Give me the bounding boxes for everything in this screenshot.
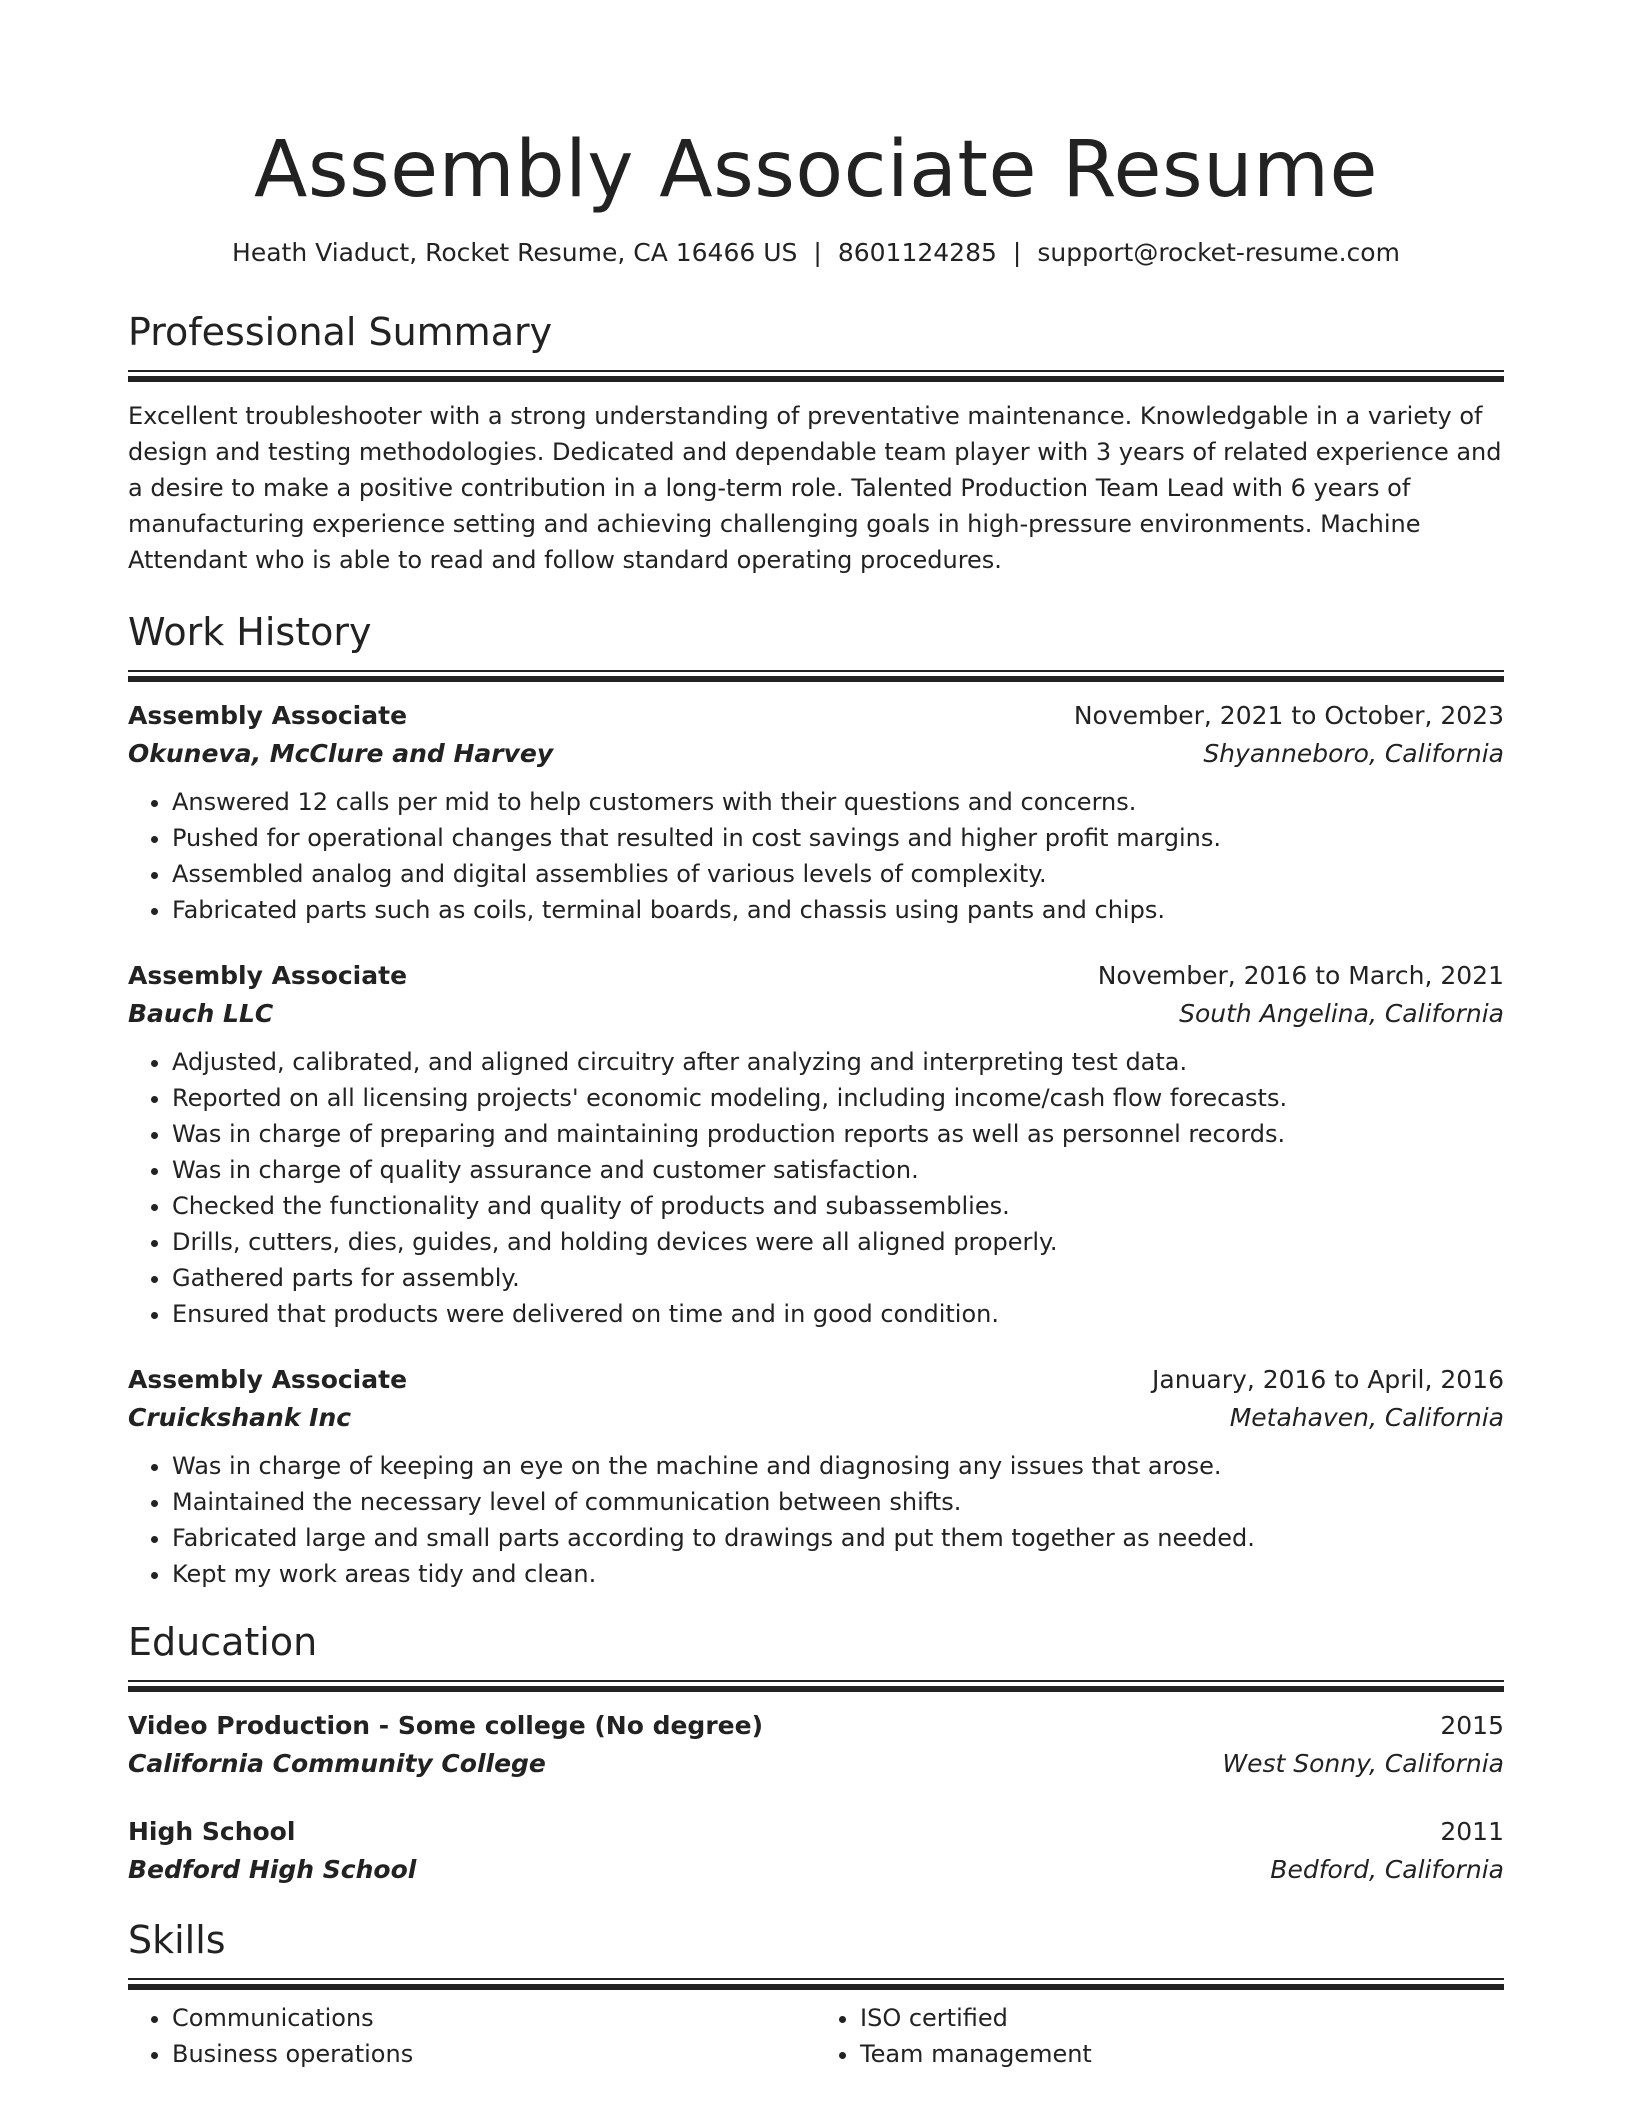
list-item: • Adjusted, calibrated, and aligned circuitry after analyzing and interpreting test data.	[172, 1044, 1504, 1080]
list-item: • Drills, cutters, dies, guides, and holding devices were all aligned properly.	[172, 1224, 1504, 1260]
education-entry	[128, 1708, 1504, 1784]
job-company: Cruickshank Inc	[128, 1403, 352, 1432]
section-divider	[128, 1978, 1504, 1990]
job-entry	[128, 958, 1504, 1332]
job-company-row	[128, 1398, 1504, 1438]
list-item: • Checked the functionality and quality of products and subassemblies.	[172, 1188, 1504, 1224]
education-school-row	[128, 1744, 1504, 1784]
section-divider	[128, 670, 1504, 682]
education-year: 2015	[1440, 1711, 1504, 1740]
list-item: • Kept my work areas tidy and clean.	[172, 1556, 1504, 1592]
list-item: • Was in charge of keeping an eye on the machine and diagnosing any issues that arose.	[172, 1448, 1504, 1484]
contact-separator: |	[1012, 238, 1022, 267]
list-item: • Ensured that products were delivered on time and in good condition.	[172, 1296, 1504, 1332]
job-company: Okuneva, McClure and Harvey	[128, 739, 554, 768]
job-location: Shyanneboro, California	[1203, 739, 1504, 768]
section-title-summary: Professional Summary	[128, 310, 553, 354]
job-company-row	[128, 994, 1504, 1034]
skills-list-left	[128, 2000, 816, 2072]
section-divider	[128, 370, 1504, 382]
section-title-education: Education	[128, 1620, 318, 1664]
skills-section	[128, 1916, 1504, 2072]
section-title-work-history: Work History	[128, 610, 372, 654]
contact-separator: |	[813, 238, 822, 267]
job-location: South Angelina, California	[1179, 999, 1504, 1028]
section-title-skills: Skills	[128, 1918, 226, 1962]
education-degree: Video Production - Some college (No degree)	[128, 1711, 763, 1740]
job-dates: November, 2016 to March, 2021	[1097, 961, 1504, 990]
education-year: 2011	[1440, 1817, 1504, 1846]
job-location: Metahaven, California	[1229, 1403, 1504, 1432]
list-item: • Was in charge of preparing and maintaining production reports as well as personnel records.	[172, 1116, 1504, 1152]
list-item: • ISO certified	[860, 2000, 1504, 2036]
list-item: • Fabricated parts such as coils, terminal boards, and chassis using pants and chips.	[172, 892, 1504, 928]
job-title: Assembly Associate	[128, 961, 408, 990]
job-header-row	[128, 698, 1504, 734]
job-title: Assembly Associate	[128, 1365, 408, 1394]
education-entry	[128, 1814, 1504, 1890]
job-entry	[128, 1362, 1504, 1592]
list-item: • Gathered parts for assembly.	[172, 1260, 1504, 1296]
job-bullets	[128, 1448, 1504, 1592]
list-item: • Communications	[172, 2000, 816, 2036]
list-item: • Answered 12 calls per mid to help customers with their questions and concerns.	[172, 784, 1504, 820]
skills-list-right	[816, 2000, 1504, 2072]
contact-line	[128, 236, 1504, 270]
section-divider	[128, 1680, 1504, 1692]
job-title: Assembly Associate	[128, 701, 408, 730]
job-header-row	[128, 1362, 1504, 1398]
job-company-row	[128, 734, 1504, 774]
job-dates: January, 2016 to April, 2016	[1152, 1365, 1504, 1394]
list-item: • Assembled analog and digital assemblies of various levels of complexity.	[172, 856, 1504, 892]
list-item: • Was in charge of quality assurance and customer satisfaction.	[172, 1152, 1504, 1188]
skills-columns	[128, 1990, 1504, 2072]
summary-text: Excellent troubleshooter with a strong understanding of preventative maintenance. Knowledgable in a variety of design and testing methodologies. Dedicated and dependable team player with 3 years of related experience and a desire to make a positive contribution in a long-term role. Talented Production Team Lead with 6 years of manufacturing experience setting and achieving challenging goals in high-pressure environments. Machine Attendant who is able to read and follow standard operating procedures.	[128, 402, 1502, 574]
education-header-row	[128, 1814, 1504, 1850]
education-section	[128, 1618, 1504, 1890]
work-history-section	[128, 608, 1504, 1592]
list-item: • Maintained the necessary level of communication between shifts.	[172, 1484, 1504, 1520]
summary-section	[128, 308, 1504, 578]
job-bullets	[128, 1044, 1504, 1332]
contact-address: Heath Viaduct, Rocket Resume, CA 16466 US	[232, 238, 798, 267]
job-company: Bauch LLC	[128, 999, 274, 1028]
education-location: West Sonny, California	[1222, 1749, 1504, 1778]
list-item: • Reported on all licensing projects' economic modeling, including income/cash flow forecasts.	[172, 1080, 1504, 1116]
list-item: • Team management	[860, 2036, 1504, 2072]
list-item: • Business operations	[172, 2036, 816, 2072]
education-location: Bedford, California	[1270, 1855, 1504, 1884]
contact-phone: 8601124285	[837, 238, 997, 267]
job-entry	[128, 698, 1504, 928]
education-school-row	[128, 1850, 1504, 1890]
list-item: • Fabricated large and small parts according to drawings and put them together as needed.	[172, 1520, 1504, 1556]
page-title: Assembly Associate Resume	[253, 125, 1379, 215]
job-bullets	[128, 784, 1504, 928]
contact-email[interactable]: support@rocket-resume.com	[1037, 238, 1400, 267]
education-header-row	[128, 1708, 1504, 1744]
education-degree: High School	[128, 1817, 296, 1846]
list-item: • Pushed for operational changes that resulted in cost savings and higher profit margins.	[172, 820, 1504, 856]
education-school: California Community College	[128, 1749, 546, 1778]
education-school: Bedford High School	[128, 1855, 417, 1884]
job-dates: November, 2021 to October, 2023	[1073, 701, 1504, 730]
job-header-row	[128, 958, 1504, 994]
